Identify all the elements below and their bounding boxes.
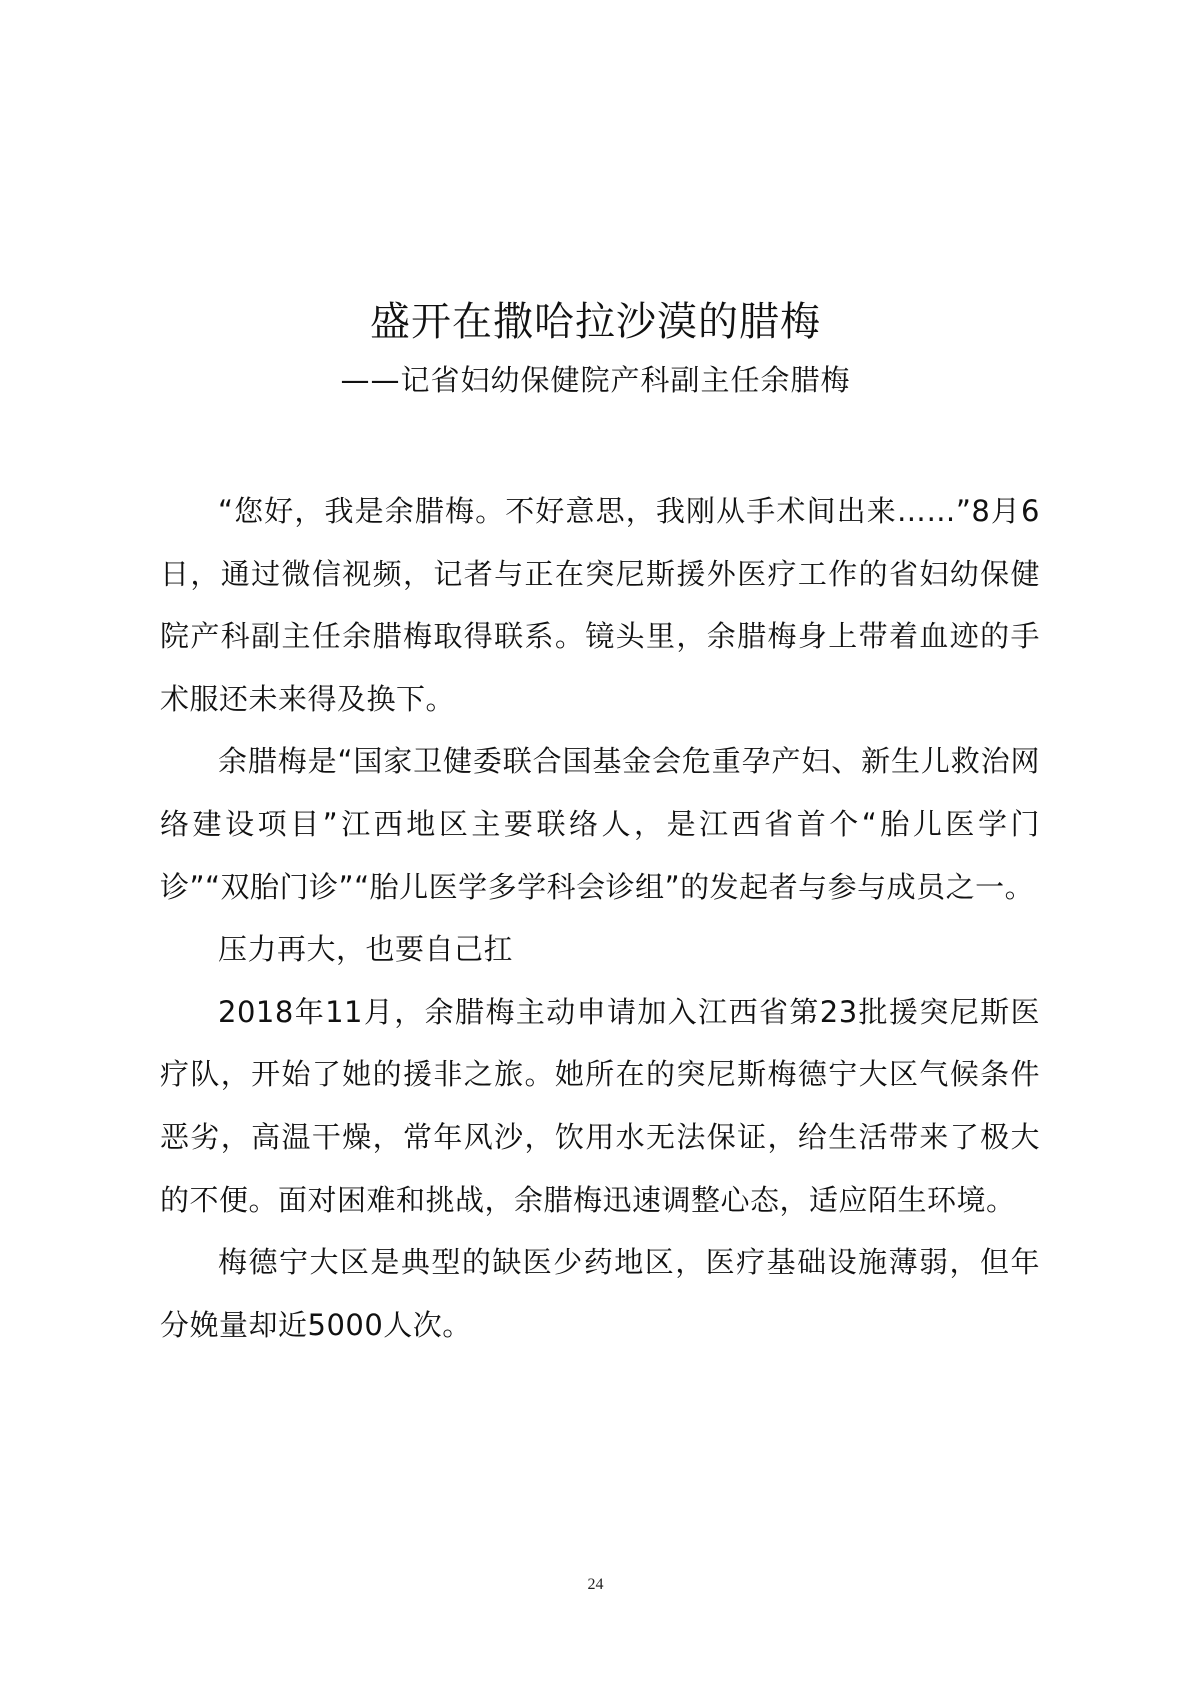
article-title: 盛开在撒哈拉沙漠的腊梅	[370, 299, 821, 345]
article-body	[160, 480, 1040, 1356]
page-number: 24	[587, 1576, 604, 1593]
paragraph-intro: “您好，我是余腊梅。不好意思，我刚从手术间出来……”8月6日，通过微信视频，记者与正在突尼斯援外医疗工作的省妇幼保健院产科副主任余腊梅取得联系。镜头里，余腊梅身上带着血迹的手术服还未来得及换下。	[160, 494, 1040, 716]
paragraph-region: 梅德宁大区是典型的缺医少药地区，医疗基础设施薄弱，但年分娩量却近5000人次。	[160, 1245, 1040, 1342]
section-heading: 压力再大，也要自己扛	[218, 932, 514, 967]
paragraph-mission: 2018年11月，余腊梅主动申请加入江西省第23批援突尼斯医疗队，开始了她的援非之旅。她所在的突尼斯梅德宁大区气候条件恶劣，高温干燥，常年风沙，饮用水无法保证，给生活带来了极大的不便。面对困难和挑战，余腊梅迅速调整心态，适应陌生环境。	[160, 994, 1040, 1217]
paragraph-background: 余腊梅是“国家卫健委联合国基金会危重孕产妇、新生儿救治网络建设项目”江西地区主要联络人，是江西省首个“胎儿医学门诊”“双胎门诊”“胎儿医学多学科会诊组”的发起者与参与成员之一。	[160, 744, 1040, 904]
article-subtitle: ——记省妇幼保健院产科副主任余腊梅	[340, 363, 851, 397]
